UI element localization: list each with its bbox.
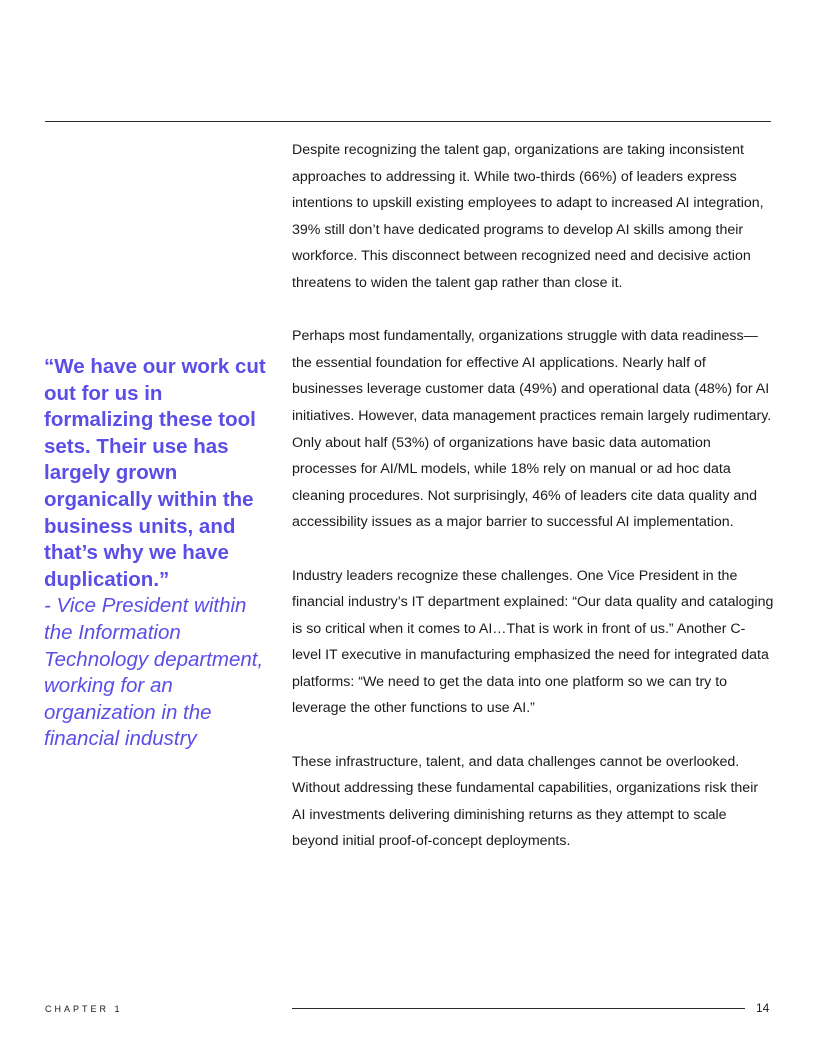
footer-divider bbox=[292, 1008, 745, 1009]
body-paragraph: Industry leaders recognize these challenges. One Vice President in the financial industry’s IT department explained: “Our data quality and cataloging is so critical when it comes to AI…That is work in front of us.” Another C-level IT executive in manufacturing emphasized the need for integrated data platforms: “We need to get the data into one platform so we can try to leverage the other functions to use AI.” bbox=[292, 567, 774, 717]
body-text-column bbox=[292, 137, 774, 882]
body-paragraph: Despite recognizing the talent gap, organizations are taking inconsistent approaches to addressing it. While two-thirds (66%) of leaders express intentions to upskill existing employees to adapt to increased AI integration, 39% still don’t have dedicated programs to develop AI skills among their workforce. This disconnect between recognized need and decisive action threatens to widen the talent gap rather than close it. bbox=[292, 142, 764, 291]
pull-quote-text: “We have our work cut out for us in formalizing these tool sets. Their use has largely grown organically within the business units, and that’s why we have duplication.” bbox=[44, 355, 266, 591]
body-paragraph: These infrastructure, talent, and data challenges cannot be overlooked. Without addressing these fundamental capabilities, organizations risk their AI investments delivering diminishing returns as they attempt to scale beyond initial proof-of-concept deployments. bbox=[292, 753, 759, 850]
chapter-label: CHAPTER 1 bbox=[45, 1004, 123, 1014]
header-divider bbox=[45, 121, 771, 122]
pull-quote-attribution: - Vice President within the Information Technology department, working for an organization in the financial industry bbox=[44, 594, 264, 751]
body-paragraph: Perhaps most fundamentally, organizations struggle with data readiness—the essential foundation for effective AI applications. Nearly half of businesses leverage customer data (49%) and operational data (48%) for AI initiatives. However, data management practices remain largely rudimentary. Only about half (53%) of organizations have basic data automation processes for AI/ML models, while 18% rely on manual or ad hoc data cleaning procedures. Not surprisingly, 46% of leaders cite data quality and accessibility issues as a major barrier to successful AI implementation. bbox=[292, 328, 772, 531]
page-number: 14 bbox=[756, 1001, 770, 1015]
pull-quote bbox=[44, 354, 266, 753]
